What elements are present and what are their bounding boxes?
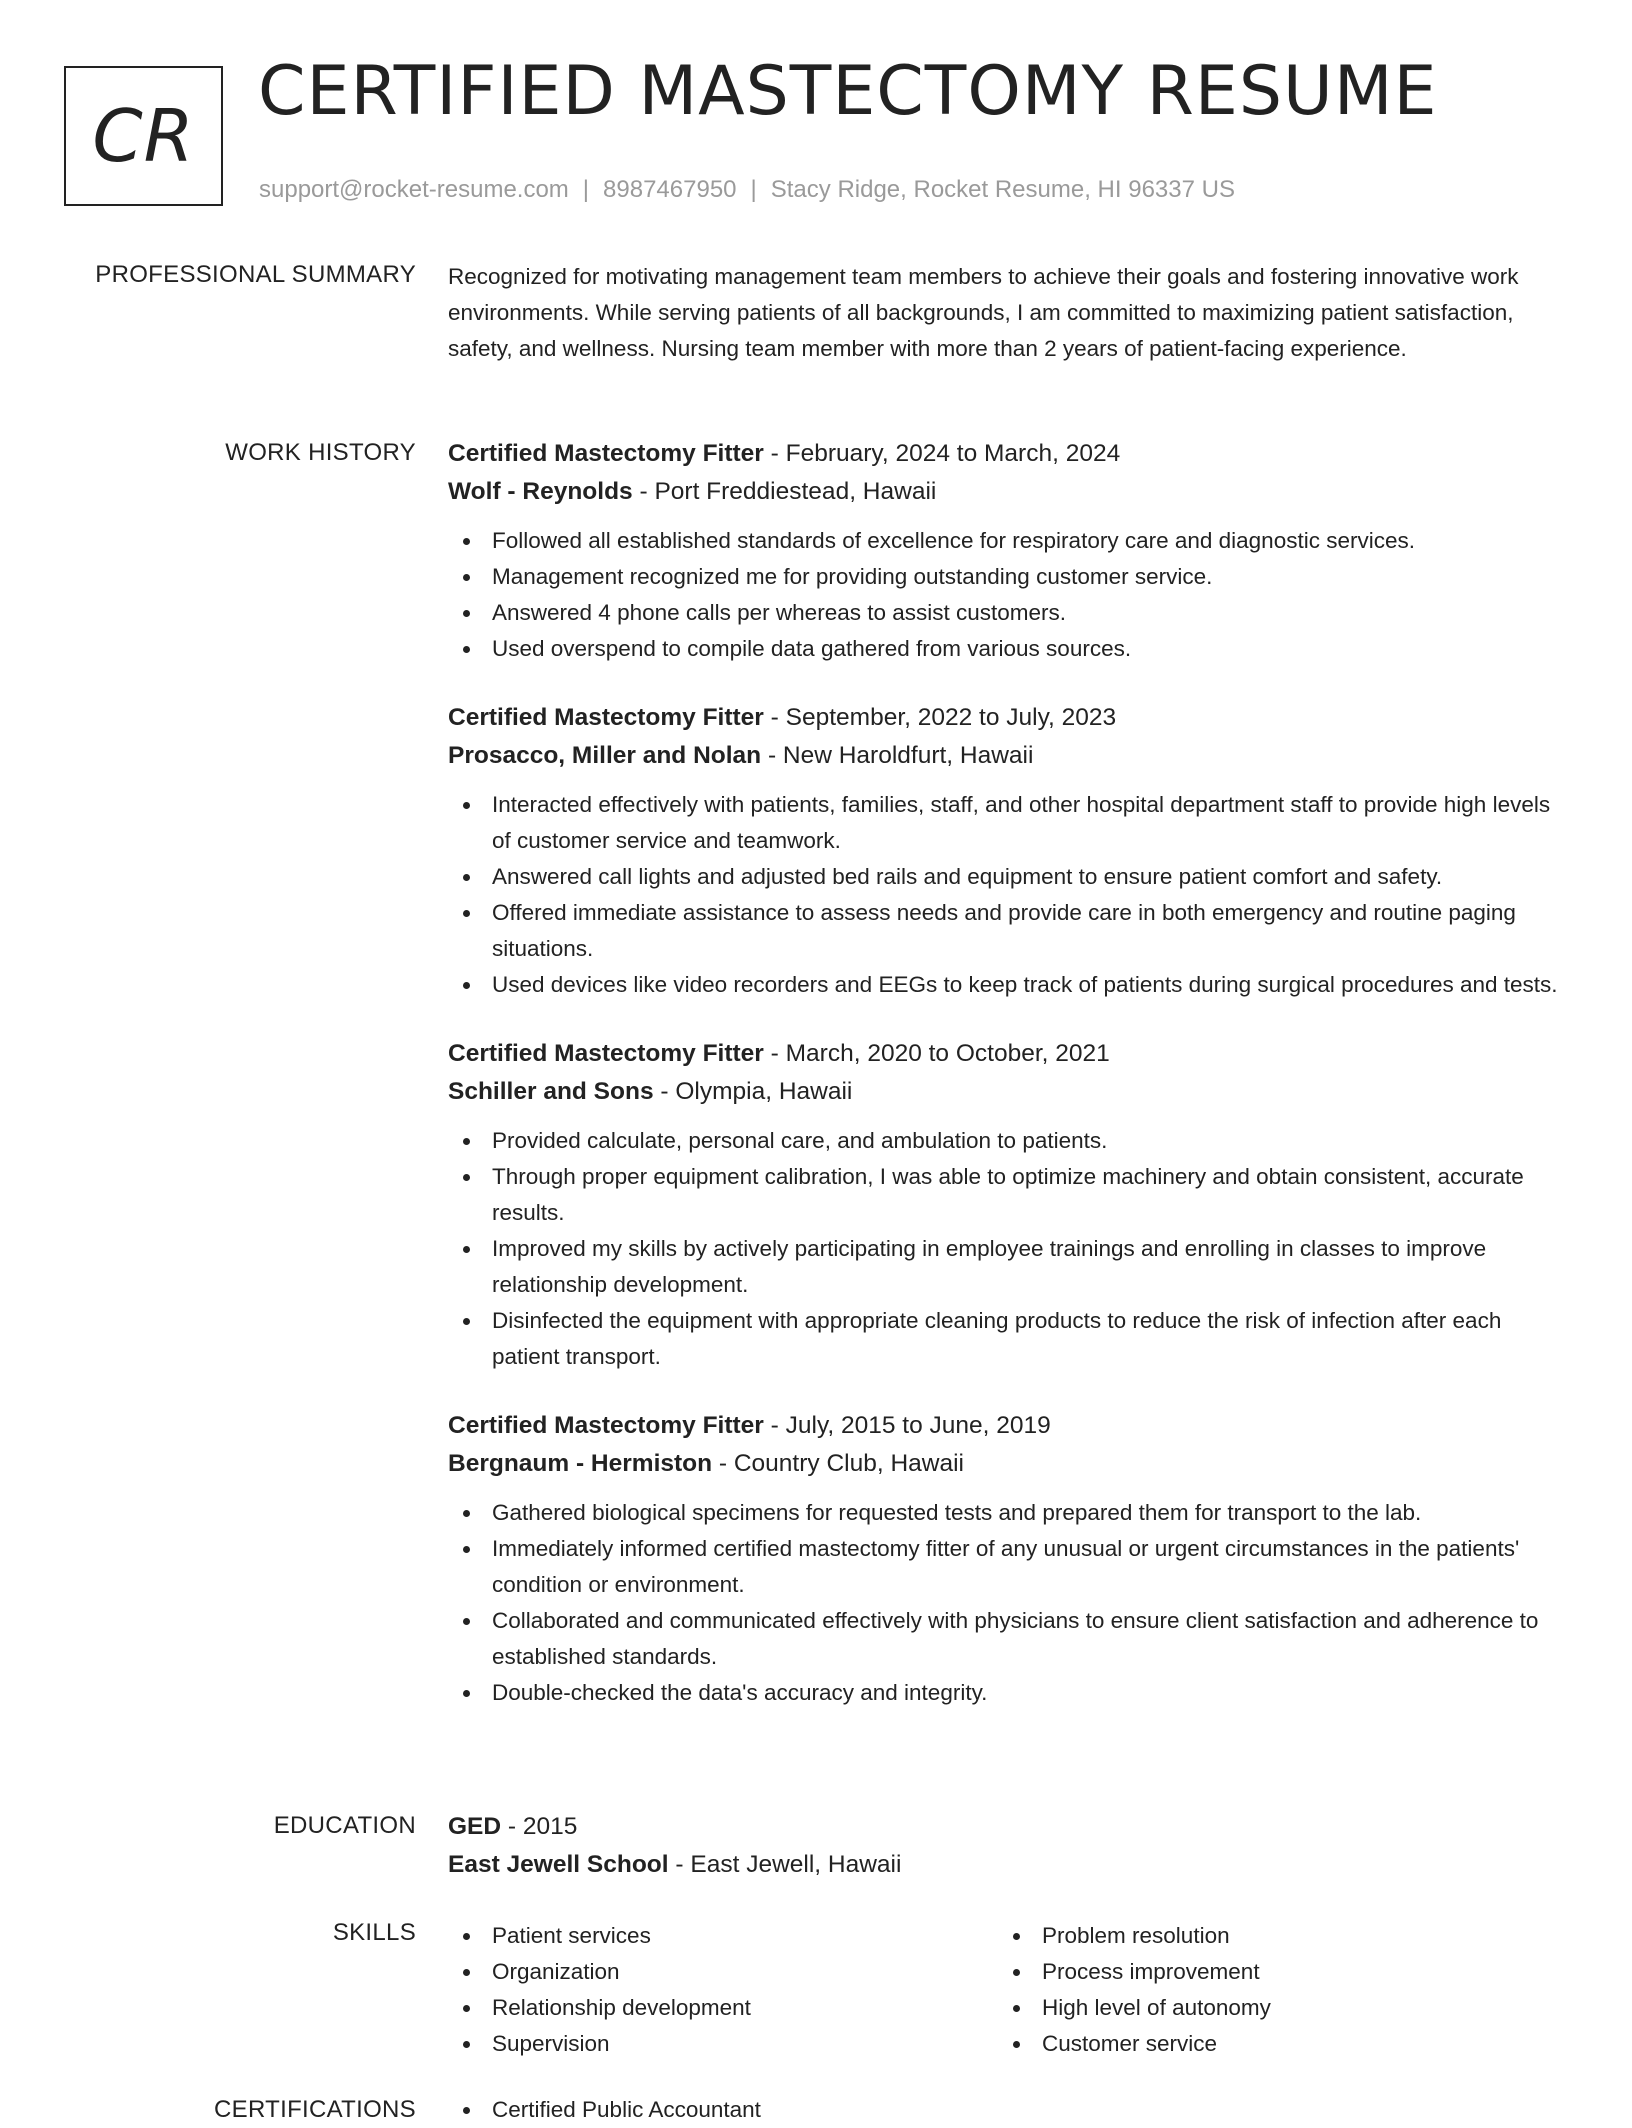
job-company: Schiller and Sons <box>448 1078 654 1105</box>
education-year: - 2015 <box>501 1813 578 1840</box>
job-location: - Olympia, Hawaii <box>653 1078 853 1105</box>
contact-separator: | <box>582 176 590 203</box>
job-company-line <box>448 473 1568 511</box>
job-title: Certified Mastectomy Fitter <box>448 1412 764 1439</box>
skills-section <box>448 1918 1568 2062</box>
job-bullet: Immediately informed certified mastectomy fitter of any unusual or urgent circumstances in the patients' condition or environment. <box>448 1531 1568 1603</box>
certification-item: Certified Public Accountant <box>448 2092 1568 2128</box>
job-bullet: Gathered biological specimens for requested tests and prepared them for transport to the lab. <box>448 1495 1568 1531</box>
job-title-line <box>448 699 1568 737</box>
contact-phone: 8987467950 <box>603 176 737 203</box>
contact-line <box>259 176 1235 204</box>
job-entry <box>448 435 1568 667</box>
skill-item: Customer service <box>998 2026 1548 2062</box>
job-dates: - September, 2022 to July, 2023 <box>763 704 1117 731</box>
contact-email: support@rocket-resume.com <box>259 176 569 203</box>
education-school-line <box>448 1846 1568 1884</box>
job-dates: - March, 2020 to October, 2021 <box>763 1040 1110 1067</box>
certifications-section <box>448 2092 1568 2128</box>
skills-column-left <box>448 1918 998 2062</box>
job-entry <box>448 699 1568 1003</box>
job-title-line <box>448 1407 1568 1445</box>
job-dates: - February, 2024 to March, 2024 <box>763 440 1121 467</box>
job-location: - Port Freddiestead, Hawaii <box>632 478 937 505</box>
skill-item: Supervision <box>448 2026 998 2062</box>
job-bullet: Management recognized me for providing outstanding customer service. <box>448 559 1568 595</box>
section-label-education: EDUCATION <box>273 1812 416 1839</box>
job-bullet: Collaborated and communicated effectively with physicians to ensure client satisfaction and adherence to established standards. <box>448 1603 1568 1675</box>
job-title-line <box>448 435 1568 473</box>
monogram-box <box>64 66 223 206</box>
job-bullet: Through proper equipment calibration, I was able to optimize machinery and obtain consistent, accurate results. <box>448 1159 1568 1231</box>
monogram-initials: CR <box>92 94 195 178</box>
skill-item: Relationship development <box>448 1990 998 2026</box>
job-bullet: Answered 4 phone calls per whereas to assist customers. <box>448 595 1568 631</box>
job-title: Certified Mastectomy Fitter <box>448 440 764 467</box>
job-bullet: Used overspend to compile data gathered from various sources. <box>448 631 1568 667</box>
education-degree: GED <box>448 1813 502 1840</box>
education-section <box>448 1808 1568 1884</box>
job-bullet: Provided calculate, personal care, and ambulation to patients. <box>448 1123 1568 1159</box>
job-company-line <box>448 1445 1568 1483</box>
job-bullet: Improved my skills by actively participating in employee trainings and enrolling in classes to improve relationship development. <box>448 1231 1568 1303</box>
job-bullet: Used devices like video recorders and EEGs to keep track of patients during surgical procedures and tests. <box>448 967 1568 1003</box>
job-location: - Country Club, Hawaii <box>712 1450 964 1477</box>
resume-title: CERTIFIED MASTECTOMY RESUME <box>258 52 1438 131</box>
skill-item: Process improvement <box>998 1954 1548 1990</box>
section-label-certifications: CERTIFICATIONS <box>214 2096 416 2123</box>
education-location: - East Jewell, Hawaii <box>668 1851 902 1878</box>
job-bullets <box>448 523 1568 667</box>
skill-item: High level of autonomy <box>998 1990 1548 2026</box>
job-bullet: Interacted effectively with patients, families, staff, and other hospital department staff to provide high levels of customer service and teamwork. <box>448 787 1568 859</box>
job-company: Prosacco, Miller and Nolan <box>448 742 762 769</box>
skills-column-right <box>998 1918 1548 2062</box>
skills-grid <box>448 1918 1568 2062</box>
job-company: Bergnaum - Hermiston <box>448 1450 713 1477</box>
work-history-section <box>448 435 1568 1743</box>
job-bullet: Offered immediate assistance to assess needs and provide care in both emergency and routine paging situations. <box>448 895 1568 967</box>
contact-address: Stacy Ridge, Rocket Resume, HI 96337 US <box>770 176 1235 203</box>
job-bullets <box>448 787 1568 1003</box>
certifications-list <box>448 2092 1568 2128</box>
summary-text: Recognized for motivating management team members to achieve their goals and fostering innovative work environments. While serving patients of all backgrounds, I am committed to maximizing patient satisfaction, safety, and wellness. Nursing team member with more than 2 years of patient-facing experience. <box>448 264 1519 361</box>
job-title-line <box>448 1035 1568 1073</box>
job-company-line <box>448 1073 1568 1111</box>
education-school: East Jewell School <box>448 1851 669 1878</box>
summary-section <box>448 259 1568 367</box>
contact-separator: | <box>750 176 757 203</box>
job-dates: - July, 2015 to June, 2019 <box>763 1412 1051 1439</box>
job-entry <box>448 1035 1568 1375</box>
job-title: Certified Mastectomy Fitter <box>448 704 764 731</box>
job-bullet: Disinfected the equipment with appropriate cleaning products to reduce the risk of infection after each patient transport. <box>448 1303 1568 1375</box>
section-label-skills: SKILLS <box>332 1919 416 1946</box>
skill-item: Patient services <box>448 1918 998 1954</box>
skill-item: Problem resolution <box>998 1918 1548 1954</box>
job-bullets <box>448 1123 1568 1375</box>
job-company-line <box>448 737 1568 775</box>
job-location: - New Haroldfurt, Hawaii <box>761 742 1034 769</box>
education-degree-line <box>448 1808 1568 1846</box>
section-label-work-history: WORK HISTORY <box>225 439 416 466</box>
job-bullet: Double-checked the data's accuracy and integrity. <box>448 1675 1568 1711</box>
job-bullet: Followed all established standards of excellence for respiratory care and diagnostic services. <box>448 523 1568 559</box>
job-bullets <box>448 1495 1568 1711</box>
job-title: Certified Mastectomy Fitter <box>448 1040 764 1067</box>
job-entry <box>448 1407 1568 1711</box>
skill-item: Organization <box>448 1954 998 1990</box>
job-company: Wolf - Reynolds <box>448 478 633 505</box>
job-bullet: Answered call lights and adjusted bed rails and equipment to ensure patient comfort and safety. <box>448 859 1568 895</box>
section-label-summary: PROFESSIONAL SUMMARY <box>95 261 416 288</box>
